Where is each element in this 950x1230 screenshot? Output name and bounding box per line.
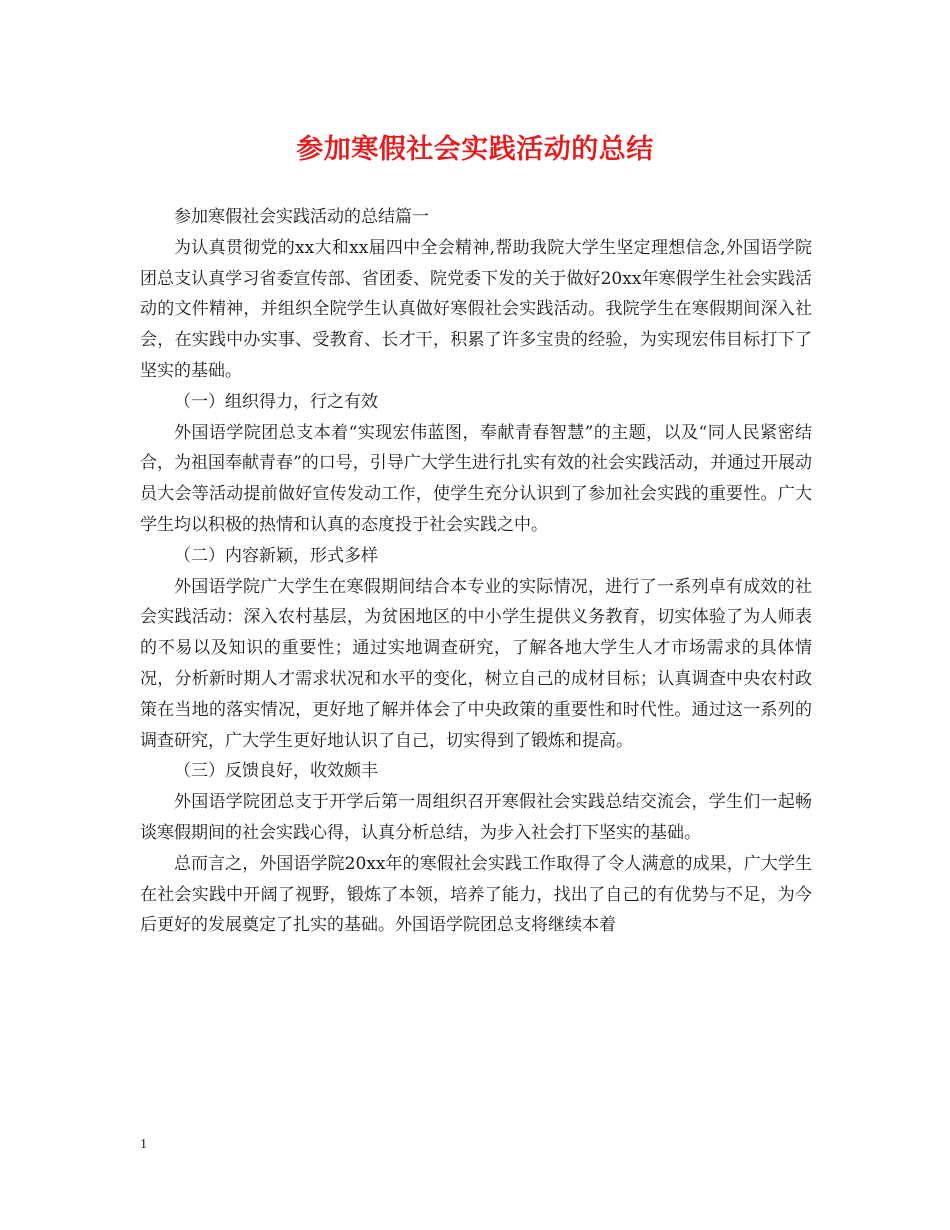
document-title: 参加寒假社会实践活动的总结: [296, 134, 654, 165]
subsection-heading: （一）组织得力，行之有效: [174, 391, 378, 412]
section-heading: 参加寒假社会实践活动的总结篇一: [174, 207, 429, 227]
paragraph: 总而言之，外国语学院20xx年的寒假社会实践工作取得了令人满意的成果，广大学生在社会实践中开阔了视野，锻炼了本领，培养了能力，找出了自己的有优势与不足，为今后更好的发展奠定了扎实的基础。外国语学院团总支将继续本着: [140, 853, 812, 936]
paragraph: 外国语学院广大学生在寒假期间结合本专业的实际情况，进行了一系列卓有成效的社会实践活动：深入农村基层，为贫困地区的中小学生提供义务教育，切实体验了为人师表的不易以及知识的重要性；通过实地调查研究，了解各地大学生人才市场需求的具体情况，分析新时期人才需求状况和水平的变化，树立自己的成材目标；认真调查中央农村政策在当地的落实情况，更好地了解并体会了中央政策的重要性和时代性。通过这一系列的调查研究，广大学生更好地认识了自己，切实得到了锻炼和提高。: [140, 576, 812, 751]
document-body: [140, 202, 812, 941]
subsection-heading: （二）内容新颖，形式多样: [174, 545, 378, 566]
paragraph: 外国语学院团总支于开学后第一周组织召开寒假社会实践总结交流会，学生们一起畅谈寒假期间的社会实践心得，认真分析总结，为步入社会打下坚实的基础。: [140, 792, 812, 843]
page-number: 1: [140, 1137, 147, 1152]
paragraph: 外国语学院团总支本着“实现宏伟蓝图，奉献青春智慧”的主题，以及“同人民紧密结合，为祖国奉献青春”的口号，引导广大学生进行扎实有效的社会实践活动，并通过开展动员大会等活动提前做好宣传发动工作，使学生充分认识到了参加社会实践的重要性。广大学生均以积极的热情和认真的态度投于社会实践之中。: [140, 422, 812, 535]
subsection-heading: （三）反馈良好，收效颇丰: [174, 761, 378, 782]
paragraph: 为认真贯彻党的xx大和xx届四中全会精神,帮助我院大学生坚定理想信念,外国语学院团总支认真学习省委宣传部、省团委、院党委下发的关于做好20xx年寒假学生社会实践活动的文件精神，并组织全院学生认真做好寒假社会实践活动。我院学生在寒假期间深入社会，在实践中办实事、受教育、长才干，积累了许多宝贵的经验，为实现宏伟目标打下了坚实的基础。: [140, 237, 812, 381]
